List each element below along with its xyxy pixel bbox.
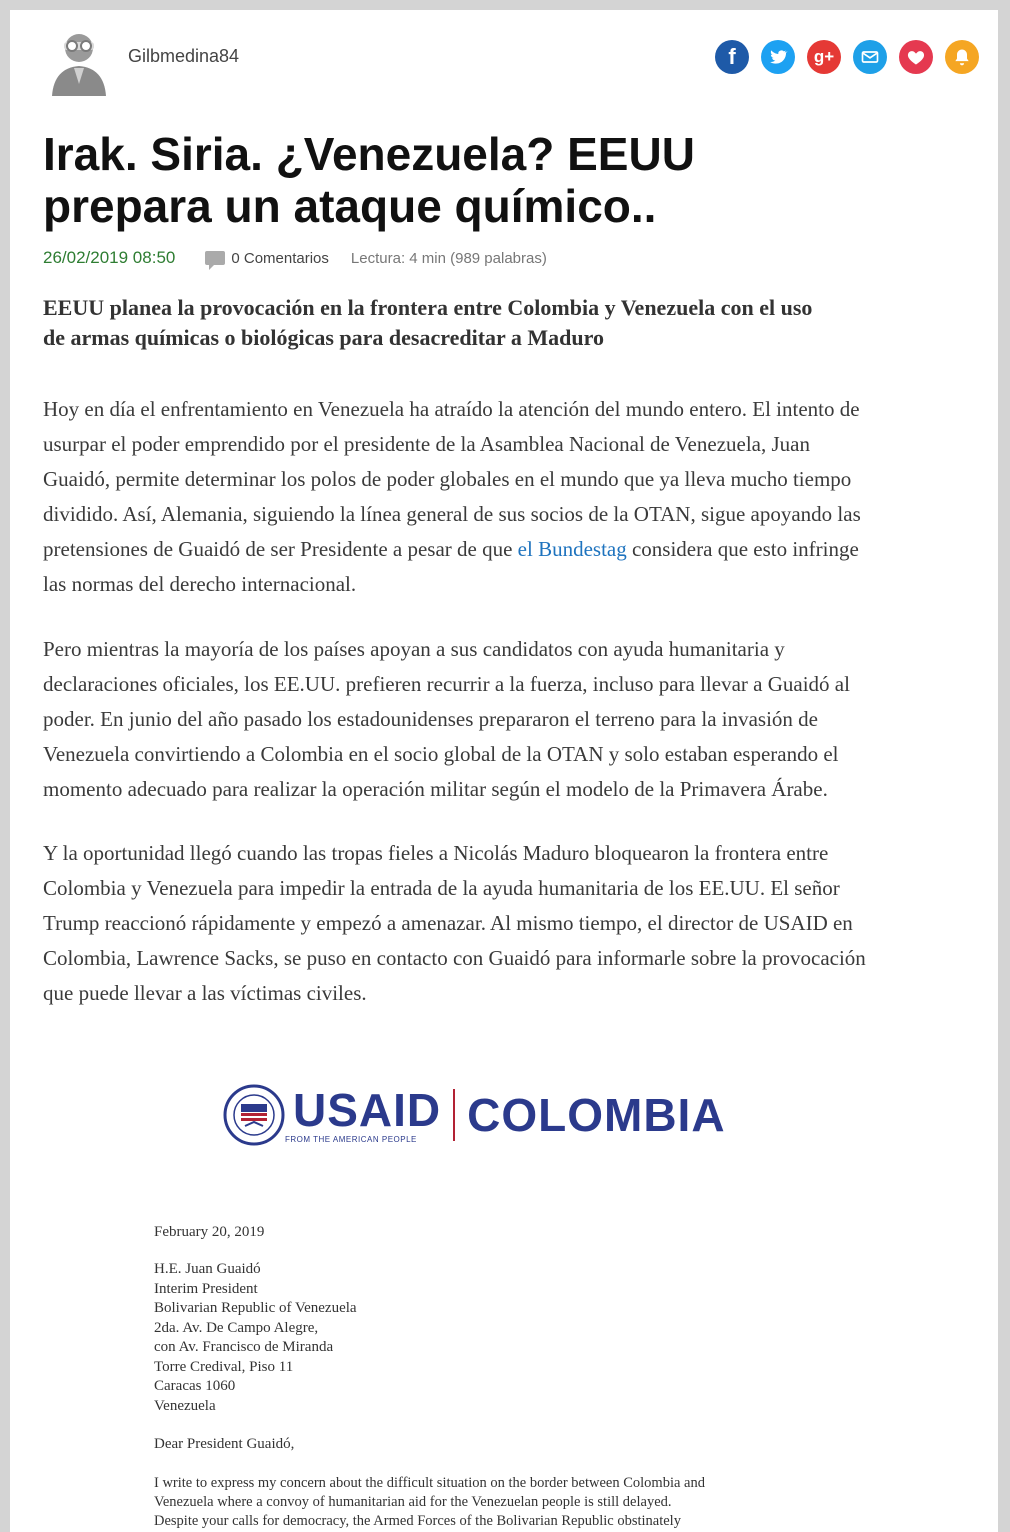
paragraph-1 [43, 392, 998, 602]
usaid-name: USAID [293, 1083, 442, 1136]
letter-address [154, 1260, 357, 1416]
googleplus-share-button[interactable] [807, 40, 841, 74]
twitter-share-button[interactable] [761, 40, 795, 74]
publish-date: 26/02/2019 08:50 [43, 248, 176, 267]
facebook-share-button[interactable] [715, 40, 749, 74]
paragraph-3 [43, 836, 998, 1011]
favorite-button[interactable] [899, 40, 933, 74]
facebook-icon: f [728, 44, 736, 69]
title-line-1: Irak. Siria. ¿Venezuela? EEUU [43, 128, 695, 180]
paragraph-line: usurpar el poder emprendido por el presidente de la Asamblea Nacional de Venezuela, Juan [43, 432, 810, 456]
address-line: Torre Credival, Piso 11 [154, 1358, 294, 1375]
paragraph-line: Pero mientras la mayoría de los países apoyan a sus candidatos con ayuda humanitaria y [43, 637, 785, 661]
twitter-icon [768, 47, 788, 67]
heart-icon [906, 47, 926, 67]
address-line: H.E. Juan Guaidó [154, 1261, 261, 1277]
article-page [10, 10, 998, 1532]
article-lead [43, 293, 993, 353]
letter-body-line: Despite your calls for democracy, the Armed Forces of the Bolivarian Republic obstinately [154, 1513, 681, 1529]
colombia-name: COLOMBIA [467, 1089, 726, 1141]
email-icon [860, 47, 880, 67]
letter-date: February 20, 2019 [154, 1224, 265, 1240]
paragraph-line: momento adecuado para realizar la operación militar según el modelo de la Primavera Árabe. [43, 777, 828, 801]
paragraph-line: Venezuela convirtiendo a Colombia en el socio global de la OTAN y solo estaban esperando el [43, 742, 839, 766]
paragraph-line: que puede llevar a las víctimas civiles. [43, 981, 367, 1005]
comments-link[interactable] [205, 250, 329, 267]
address-line: 2da. Av. De Campo Alegre, [154, 1319, 319, 1336]
article-meta [43, 248, 547, 268]
paragraph-line: pretensiones de Guaidó de ser Presidente a pesar de que [43, 537, 518, 561]
letter-body-line: Venezuela where a convoy of humanitarian aid for the Venezuelan people is still delayed. [154, 1494, 672, 1510]
address-line: Interim President [154, 1280, 258, 1297]
lead-line-2: de armas químicas o biológicas para desacreditar a Maduro [43, 325, 604, 350]
letter-body-line: I write to express my concern about the difficult situation on the border between Colombia and [154, 1475, 705, 1491]
article-title [43, 128, 943, 232]
author-username[interactable]: Gilbmedina84 [128, 46, 240, 66]
comment-icon [205, 251, 225, 265]
paragraph-line: Trump reaccionó rápidamente y empezó a amenazar. Al mismo tiempo, el director de USAID en [43, 911, 853, 935]
lead-line-1: EEUU planea la provocación en la frontera entre Colombia y Venezuela con el uso [43, 295, 813, 320]
bell-icon [952, 47, 972, 67]
address-line: Bolivarian Republic of Venezuela [154, 1300, 357, 1316]
bundestag-link[interactable]: el Bundestag [517, 537, 627, 561]
address-line: con Av. Francisco de Miranda [154, 1339, 334, 1355]
paragraph-2 [43, 632, 998, 807]
usaid-colombia-logo [223, 1084, 726, 1146]
user-avatar-icon[interactable] [48, 28, 110, 96]
email-share-button[interactable] [853, 40, 887, 74]
title-line-2: prepara un ataque químico.. [43, 180, 657, 232]
reading-time: Lectura: 4 min (989 palabras) [350, 249, 547, 267]
usaid-tagline: FROM THE AMERICAN PEOPLE [285, 1134, 417, 1144]
paragraph-line: dividido. Así, Alemania, siguiendo la línea general de sus socios de la OTAN, sigue apoyando las [43, 502, 861, 526]
notification-button[interactable] [945, 40, 979, 74]
usaid-letter-image [43, 1040, 983, 1532]
paragraph-line: declaraciones oficiales, los EE.UU. prefieren recurrir a la fuerza, incluso para llevar a Guaidó al [43, 672, 850, 696]
paragraph-line: Y la oportunidad llegó cuando las tropas fieles a Nicolás Maduro bloquearon la frontera entre [43, 841, 829, 865]
letter-salutation: Dear President Guaidó, [154, 1436, 295, 1452]
paragraph-line: Colombia y Venezuela para impedir la entrada de la ayuda humanitaria de los EE.UU. El señor [43, 876, 840, 900]
usaid-seal-icon [223, 1084, 285, 1146]
paragraph-line: las normas del derecho internacional. [43, 572, 357, 596]
share-bar [715, 40, 979, 74]
usaid-wordmark [285, 1083, 442, 1144]
paragraph-line: Hoy en día el enfrentamiento en Venezuela ha atraído la atención del mundo entero. El intento de [43, 397, 860, 421]
paragraph-line: considera que esto infringe [626, 537, 859, 561]
comments-count: 0 Comentarios [231, 249, 329, 267]
logo-divider [453, 1089, 455, 1141]
letter-body [154, 1474, 705, 1531]
address-line: Venezuela [154, 1397, 216, 1414]
paragraph-line: Colombia, Lawrence Sacks, se puso en contacto con Guaidó para informarle sobre la provocación [43, 946, 866, 970]
paragraph-line: Guaidó, permite determinar los polos de poder globales en el mundo que ya lleva mucho tiempo [43, 467, 852, 491]
address-line: Caracas 1060 [154, 1378, 236, 1394]
paragraph-line: poder. En junio del año pasado los estadounidenses prepararon el terreno para la invasión de [43, 707, 819, 731]
googleplus-icon: g+ [813, 47, 835, 66]
